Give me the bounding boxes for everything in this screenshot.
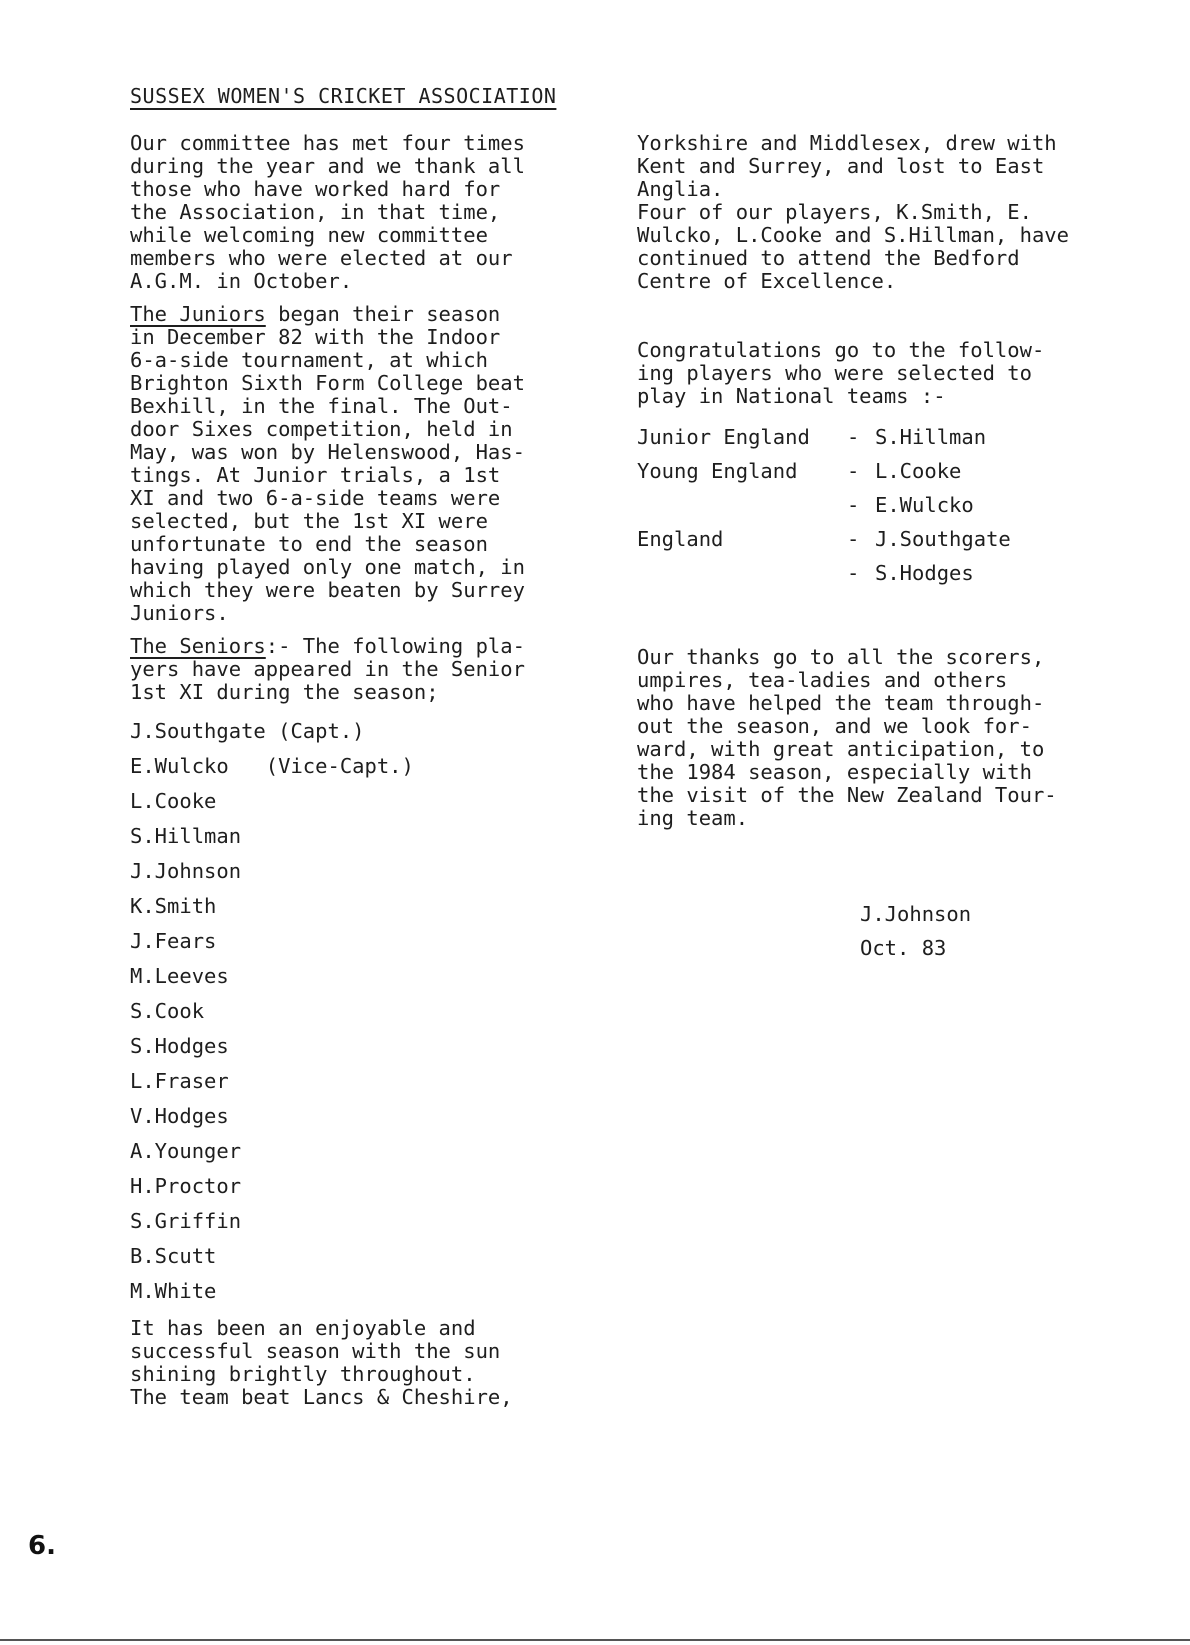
left-column xyxy=(130,132,600,1409)
national-row xyxy=(637,522,1011,556)
results-paragraph: Yorkshire and Middlesex, drew with Kent and Surrey, and lost to East Anglia. Four of our players, K.Smith, E. Wulcko, L.Cooke and S.Hillman, have continued to attend the Bedford Centre of Excellence. xyxy=(637,131,1069,293)
senior-players-list xyxy=(130,714,600,1309)
seniors-paragraph xyxy=(130,635,600,704)
signature-date: Oct. 83 xyxy=(860,936,947,960)
player-item: B.Scutt xyxy=(130,1244,217,1268)
national-team xyxy=(637,488,847,522)
national-row xyxy=(637,556,1011,590)
player-item: M.White xyxy=(130,1279,217,1303)
player-item: M.Leeves xyxy=(130,964,229,988)
national-dash: - xyxy=(847,527,860,551)
national-row xyxy=(637,454,1011,488)
player-item: J.Johnson xyxy=(130,859,242,883)
national-dash: - xyxy=(847,425,860,449)
player-item: S.Griffin xyxy=(130,1209,242,1233)
player-item: J.Fears xyxy=(130,929,217,953)
player-item: V.Hodges xyxy=(130,1104,229,1128)
national-player: S.Hillman xyxy=(875,425,987,449)
national-team xyxy=(637,556,847,590)
player-item: H.Proctor xyxy=(130,1174,242,1198)
player-item: E.Wulcko (Vice-Capt.) xyxy=(130,754,414,778)
national-dash: - xyxy=(847,459,860,483)
right-column xyxy=(637,132,1137,830)
bottom-rule xyxy=(0,1639,1190,1641)
juniors-heading: The Juniors xyxy=(130,302,266,326)
national-player: L.Cooke xyxy=(875,459,962,483)
juniors-paragraph xyxy=(130,303,600,625)
player-item: S.Hodges xyxy=(130,1034,229,1058)
player-item: S.Hillman xyxy=(130,824,242,848)
national-player: S.Hodges xyxy=(875,561,974,585)
player-item: J.Southgate (Capt.) xyxy=(130,719,365,743)
player-item: A.Younger xyxy=(130,1139,242,1163)
seniors-text: :- The following pla- yers have appeared in the Senior 1st XI during the season; xyxy=(130,634,525,704)
national-dash: - xyxy=(847,561,860,585)
national-player: J.Southgate xyxy=(875,527,1011,551)
national-row xyxy=(637,420,1011,454)
page-number: 6. xyxy=(28,1531,56,1561)
national-team: England xyxy=(637,527,724,551)
national-team: Young England xyxy=(637,459,798,483)
player-item: K.Smith xyxy=(130,894,217,918)
national-dash: - xyxy=(847,493,860,517)
national-row xyxy=(637,488,1011,522)
player-item: L.Cooke xyxy=(130,789,217,813)
national-team: Junior England xyxy=(637,425,810,449)
national-teams-table xyxy=(637,420,1011,590)
juniors-text: began their season in December 82 with the Indoor 6-a-side tournament, at which Brighton Sixth Form College beat Bexhill, in the final. The Out- door Sixes competition, held in May, was won by Helenswood, Has- tings. At Junior trials, a 1st XI and two 6-a-side teams were selected, but the 1st XI were unfortunate to end the season having played only one match, in which they were beaten by Surrey Juniors. xyxy=(130,302,525,625)
player-item: L.Fraser xyxy=(130,1069,229,1093)
closing-paragraph: It has been an enjoyable and successful season with the sun shining brightly throughout. The team beat Lancs & Cheshire, xyxy=(130,1316,513,1409)
congratulations-paragraph: Congratulations go to the follow- ing players who were selected to play in National teams :- xyxy=(637,338,1045,408)
intro-paragraph: Our committee has met four times during the year and we thank all those who have worked hard for the Association, in that time, while welcoming new committee members who were elected at our A.G.M. in October. xyxy=(130,131,525,293)
document-title: SUSSEX WOMEN'S CRICKET ASSOCIATION xyxy=(130,84,557,108)
national-player: E.Wulcko xyxy=(875,493,974,517)
player-item: S.Cook xyxy=(130,999,205,1023)
thanks-paragraph: Our thanks go to all the scorers, umpires, tea-ladies and others who have helped the team through- out the season, and we look for- ward, with great anticipation, to the 1984 season, especially with the visit of the New Zealand Tour- ing team. xyxy=(637,645,1057,830)
signature-block xyxy=(860,897,971,965)
signature-name: J.Johnson xyxy=(860,902,972,926)
seniors-heading: The Seniors xyxy=(130,634,266,658)
